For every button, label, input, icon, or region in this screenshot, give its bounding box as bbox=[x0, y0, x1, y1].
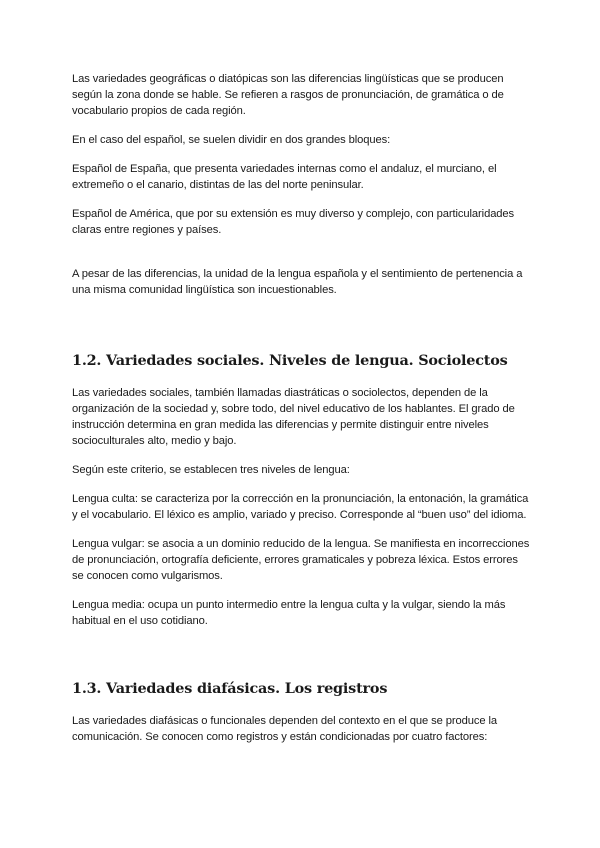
document-page bbox=[72, 71, 530, 745]
paragraph-unity: A pesar de las diferencias, la unidad de la lengua española y el sentimiento de pertenencia a una misma comunidad lingüística son incuestionables. bbox=[72, 268, 523, 296]
paragraph-spanish-spain: Español de España, que presenta variedades internas como el andaluz, el murciano, el extremeño o el canario, distintas de las del norte peninsular. bbox=[72, 163, 497, 191]
paragraph-diaphasic-varieties: Las variedades diafásicas o funcionales dependen del contexto en el que se produce la comunicación. Se conocen como registros y están condicionadas por cuatro factores: bbox=[72, 715, 498, 743]
paragraph-spanish-america: Español de América, que por su extensión es muy diverso y complejo, con particularidades claras entre regiones y países. bbox=[72, 208, 515, 236]
paragraph-social-varieties: Las variedades sociales, también llamadas diastráticas o sociolectos, dependen de la organización de la sociedad y, sobre todo, del nivel educativo de los hablantes. El grado de instrucción determina en gran medida las diferencias y permite distinguir entre niveles socioculturales alto, medio y bajo. bbox=[72, 387, 515, 447]
paragraph-cultured-language: Lengua culta: se caracteriza por la corrección en la pronunciación, la entonación, la gramática y el vocabulario. El léxico es amplio, variado y preciso. Corresponde al “buen uso” del idioma. bbox=[72, 493, 529, 521]
paragraph-three-levels-intro: Según este criterio, se establecen tres niveles de lengua: bbox=[72, 464, 350, 476]
paragraph-standard-language: Lengua media: ocupa un punto intermedio entre la lengua culta y la vulgar, siendo la más habitual en el uso cotidiano. bbox=[72, 599, 506, 627]
paragraph-two-blocks-intro: En el caso del español, se suelen dividir en dos grandes bloques: bbox=[72, 134, 391, 146]
paragraph-geographic-varieties: Las variedades geográficas o diatópicas son las diferencias lingüísticas que se producen según la zona donde se hable. Se refieren a rasgos de pronunciación, de gramática o de vocabulario propios de cada región. bbox=[72, 73, 504, 117]
heading-social-varieties: 1.2. Variedades sociales. Niveles de lengua. Sociolectos bbox=[72, 352, 508, 369]
heading-diaphasic-varieties: 1.3. Variedades diafásicas. Los registros bbox=[72, 680, 388, 697]
paragraph-vulgar-language: Lengua vulgar: se asocia a un dominio reducido de la lengua. Se manifiesta en incorrecciones de pronunciación, ortografía deficiente, errores gramaticales y pobreza léxica. Estos errores se conocen como vulgarismos. bbox=[72, 538, 530, 582]
